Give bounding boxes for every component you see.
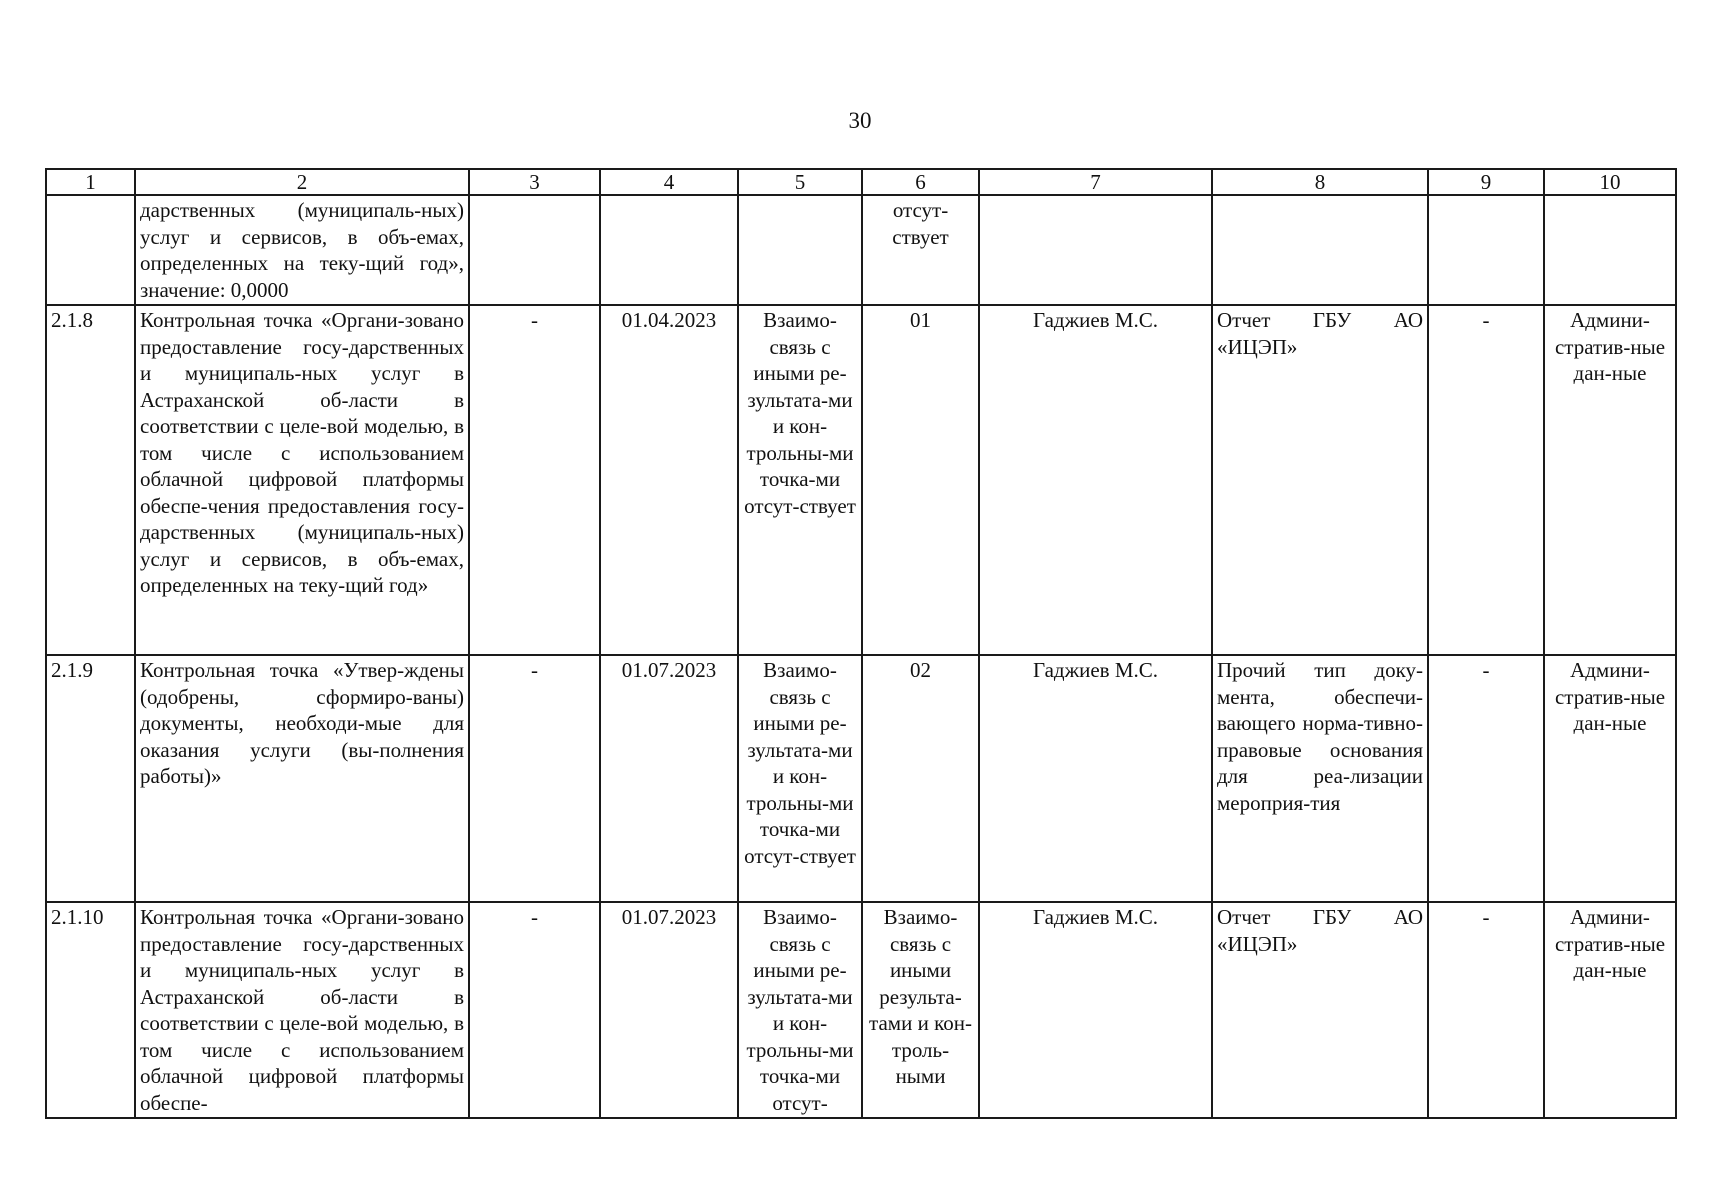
row-date — [600, 195, 738, 305]
row-source — [1544, 195, 1676, 305]
row-col3: - — [469, 305, 600, 655]
row-document: Отчет ГБУ АО «ИЦЭП» — [1212, 902, 1428, 1118]
data-table — [45, 168, 1677, 1119]
header-cell: 8 — [1212, 169, 1428, 195]
row-date: 01.07.2023 — [600, 902, 738, 1118]
table-row — [46, 305, 1676, 655]
row-source: Админи-стратив-ные дан-ные — [1544, 655, 1676, 902]
header-row — [46, 169, 1676, 195]
header-cell: 2 — [135, 169, 469, 195]
page-number: 30 — [848, 108, 872, 133]
row-col6: 02 — [862, 655, 979, 902]
row-col6: Взаимо-связь с иными результа-тами и кон-троль-ными — [862, 902, 979, 1118]
row-responsible — [979, 195, 1212, 305]
row-document: Прочий тип доку-мента, обеспечи-вающего норма-тивно-правовые основания для реа-лизации мероприя-тия — [1212, 655, 1428, 902]
row-source: Админи-стратив-ные дан-ные — [1544, 305, 1676, 655]
row-responsible: Гаджиев М.С. — [979, 305, 1212, 655]
row-document: Отчет ГБУ АО «ИЦЭП» — [1212, 305, 1428, 655]
row-col3: - — [469, 902, 600, 1118]
row-number: 2.1.10 — [46, 902, 135, 1118]
row-col6: 01 — [862, 305, 979, 655]
header-cell: 3 — [469, 169, 600, 195]
row-col9: - — [1428, 305, 1544, 655]
row-number: 2.1.9 — [46, 655, 135, 902]
header-cell: 5 — [738, 169, 862, 195]
row-number — [46, 195, 135, 305]
row-document — [1212, 195, 1428, 305]
row-source: Админи-стратив-ные дан-ные — [1544, 902, 1676, 1118]
header-cell: 9 — [1428, 169, 1544, 195]
row-responsible: Гаджиев М.С. — [979, 655, 1212, 902]
row-description: дарственных (муниципаль-ных) услуг и сервисов, в объ-емах, определенных на теку-щий год», значение: 0,0000 — [135, 195, 469, 305]
table-row — [46, 195, 1676, 305]
row-number: 2.1.8 — [46, 305, 135, 655]
row-description: Контрольная точка «Утвер-ждены (одобрены, сформиро-ваны) документы, необходи-мые для оказания услуги (вы-полнения работы)» — [135, 655, 469, 902]
table-row — [46, 902, 1676, 1118]
row-responsible: Гаджиев М.С. — [979, 902, 1212, 1118]
row-col9: - — [1428, 902, 1544, 1118]
table-row — [46, 655, 1676, 902]
row-description: Контрольная точка «Органи-зовано предоставление госу-дарственных и муниципаль-ных услуг в Астраханской об-ласти в соответствии с целе-вой моделью, в том числе с использованием облачной цифровой платформы обеспе- — [135, 902, 469, 1118]
row-col3: - — [469, 655, 600, 902]
header-cell: 1 — [46, 169, 135, 195]
row-relation: Взаимо-связь с иными ре-зультата-ми и кон-трольны-ми точка-ми отсут-ствует — [738, 655, 862, 902]
row-description: Контрольная точка «Органи-зовано предоставление госу-дарственных и муниципаль-ных услуг в Астраханской об-ласти в соответствии с целе-вой моделью, в том числе с использованием облачной цифровой платформы обеспе-чения предоставления госу-дарственных (муниципаль-ных) услуг и сервисов, в объ-емах, определенных на теку-щий год» — [135, 305, 469, 655]
header-cell: 6 — [862, 169, 979, 195]
row-col6: отсут-ствует — [862, 195, 979, 305]
row-col9 — [1428, 195, 1544, 305]
row-relation — [738, 195, 862, 305]
row-col9: - — [1428, 655, 1544, 902]
row-col3 — [469, 195, 600, 305]
row-date: 01.04.2023 — [600, 305, 738, 655]
header-cell: 7 — [979, 169, 1212, 195]
row-relation: Взаимо-связь с иными ре-зультата-ми и кон-трольны-ми точка-ми отсут-ствует — [738, 305, 862, 655]
row-date: 01.07.2023 — [600, 655, 738, 902]
row-relation: Взаимо-связь с иными ре-зультата-ми и кон-трольны-ми точка-ми отсут- — [738, 902, 862, 1118]
header-cell: 4 — [600, 169, 738, 195]
header-cell: 10 — [1544, 169, 1676, 195]
